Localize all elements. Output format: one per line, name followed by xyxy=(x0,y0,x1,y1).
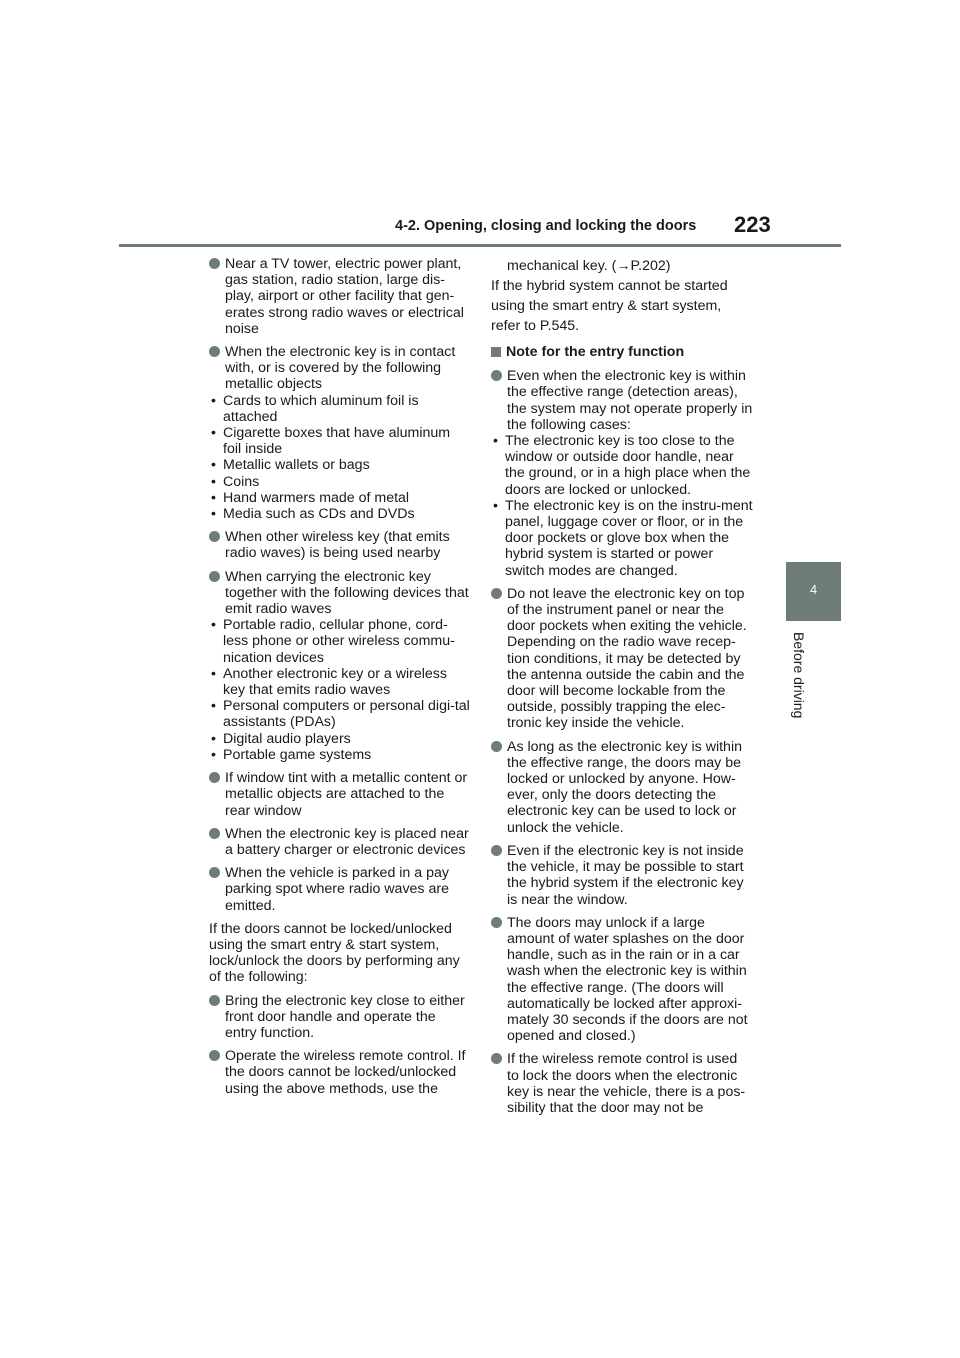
bullet-circle-icon xyxy=(491,588,502,599)
list-item xyxy=(209,344,471,522)
paragraph: If the doors cannot be locked/unlocked using the smart entry & start system, lock/unlock the doors by performing any of the following: xyxy=(209,920,460,986)
page-number: 223 xyxy=(734,212,771,237)
continuation-text: mechanical key. (→P.202) xyxy=(507,258,671,274)
left-column xyxy=(209,256,471,1104)
sub-list-item: • The electronic key is too close to the window or outside door handle, near the ground, or in a high place when the doors are locked or unlocked. xyxy=(491,433,753,498)
bullet-circle-icon xyxy=(209,258,220,269)
paragraph: If the hybrid system cannot be started using the smart entry & start system, refer to P.545. xyxy=(491,278,728,334)
bullet-circle-icon xyxy=(209,867,220,878)
list-item xyxy=(209,826,471,858)
list-item xyxy=(209,529,471,561)
bullet-circle-icon xyxy=(209,346,220,357)
list-item xyxy=(491,1051,753,1116)
sub-list-item: • Hand warmers made of metal xyxy=(209,490,471,506)
sub-list xyxy=(209,617,471,763)
section-heading xyxy=(491,344,753,360)
sub-list xyxy=(491,433,753,579)
list-item xyxy=(491,843,753,908)
section-title: 4-2. Opening, closing and locking the doors xyxy=(395,218,697,234)
section-heading-text: Note for the entry function xyxy=(506,344,685,360)
bullet-text: Operate the wireless remote control. If the doors cannot be locked/unlocked using the above methods, use the xyxy=(225,1048,466,1097)
sub-list xyxy=(209,393,471,523)
bullet-circle-icon xyxy=(491,917,502,928)
bullet-text: If the wireless remote control is used to lock the doors when the electronic key is near the vehicle, there is a pos-sibility that the door may not be xyxy=(507,1051,746,1116)
bullet-circle-icon xyxy=(209,828,220,839)
bullet-circle-icon xyxy=(491,741,502,752)
sub-list-item: • Cards to which aluminum foil is attached xyxy=(209,393,471,425)
chapter-tab[interactable] xyxy=(786,562,841,621)
list-item xyxy=(209,569,471,763)
bullet-text: If window tint with a metallic content or metallic objects are attached to the rear window xyxy=(225,770,468,819)
bullet-text: As long as the electronic key is within the effective range, the doors may be locked or unlocked by anyone. How-ever, only the doors detecting the electronic key can be used to lock or unlock the vehicle. xyxy=(507,738,742,836)
chapter-label xyxy=(786,632,816,742)
bullet-text: Do not leave the electronic key on top of the instrument panel or near the door pockets when exiting the vehicle. Depending on the radio wave recep-tion conditions, it may be detected by the antenna outside the cabin and the door will become lockable from the outside, possibly trapping the elec-tronic key inside the vehicle. xyxy=(507,585,747,732)
sub-list-item: • Metallic wallets or bags xyxy=(209,457,471,473)
bullet-text: Even when the electronic key is within the effective range (detection areas), the system may not operate properly in the following cases: xyxy=(507,368,753,433)
sub-list-item: • Another electronic key or a wireless key that emits radio waves xyxy=(209,666,471,698)
bullet-text: When the vehicle is parked in a pay parking spot where radio waves are emitted. xyxy=(225,865,449,914)
sub-list-item: • Portable radio, cellular phone, cord-less phone or other wireless commu-nication devices xyxy=(209,617,471,666)
list-item xyxy=(209,256,471,337)
bullet-text: Bring the electronic key close to either front door handle and operate the entry function. xyxy=(225,992,465,1041)
bullet-text: Near a TV tower, electric power plant, gas station, radio station, large dis-play, airport or other facility that gen-erates strong radio waves or electrical noise xyxy=(225,256,464,337)
bullet-text: When other wireless key (that emits radio waves) is being used nearby xyxy=(225,529,450,562)
bullet-text: When the electronic key is placed near a battery charger or electronic devices xyxy=(225,825,469,858)
list-item xyxy=(491,586,753,732)
bullet-circle-icon xyxy=(209,995,220,1006)
bullet-text: Even if the electronic key is not inside the vehicle, it may be possible to start the hybrid system if the electronic key is near the window. xyxy=(507,842,744,908)
bullet-text: When the electronic key is in contact with, or is covered by the following metallic objects xyxy=(225,344,456,393)
bullet-circle-icon xyxy=(209,571,220,582)
sub-list-item: • Cigarette boxes that have aluminum foil inside xyxy=(209,425,471,457)
bullet-text: When carrying the electronic key together with the following devices that emit radio waves xyxy=(225,568,469,618)
bullet-circle-icon xyxy=(209,531,220,542)
list-item xyxy=(491,739,753,836)
bullet-circle-icon xyxy=(491,1053,502,1064)
list-item xyxy=(491,915,753,1045)
sub-list-item: • Media such as CDs and DVDs xyxy=(209,506,471,522)
sub-list-item: • Digital audio players xyxy=(209,731,471,747)
header-rule xyxy=(119,244,841,247)
chapter-number: 4 xyxy=(809,582,818,597)
bullet-circle-icon xyxy=(491,370,502,381)
list-item xyxy=(209,865,471,914)
bullet-circle-icon xyxy=(209,772,220,783)
bullet-text: The doors may unlock if a large amount of water splashes on the door handle, such as in the rain or in a car wash when the electronic key is within the effective range. (The doors will automatically be locked after approxi-mately 30 seconds if the doors are not opened and closed.) xyxy=(507,914,748,1045)
list-item xyxy=(209,1048,471,1097)
sub-list-item: • The electronic key is on the instru-ment panel, luggage cover or floor, or in the door pockets or glove box when the hybrid system is started or power switch modes are changed. xyxy=(491,498,753,579)
list-item xyxy=(209,993,471,1042)
list-item xyxy=(491,368,753,579)
right-column xyxy=(491,256,753,1123)
chapter-label-text: Before driving xyxy=(791,632,807,719)
list-item xyxy=(209,770,471,819)
square-bullet-icon xyxy=(491,347,501,357)
bullet-circle-icon xyxy=(209,1050,220,1061)
sub-list-item: • Coins xyxy=(209,474,471,490)
bullet-circle-icon xyxy=(491,845,502,856)
sub-list-item: • Portable game systems xyxy=(209,747,471,763)
sub-list-item: • Personal computers or personal digi-tal assistants (PDAs) xyxy=(209,698,471,730)
